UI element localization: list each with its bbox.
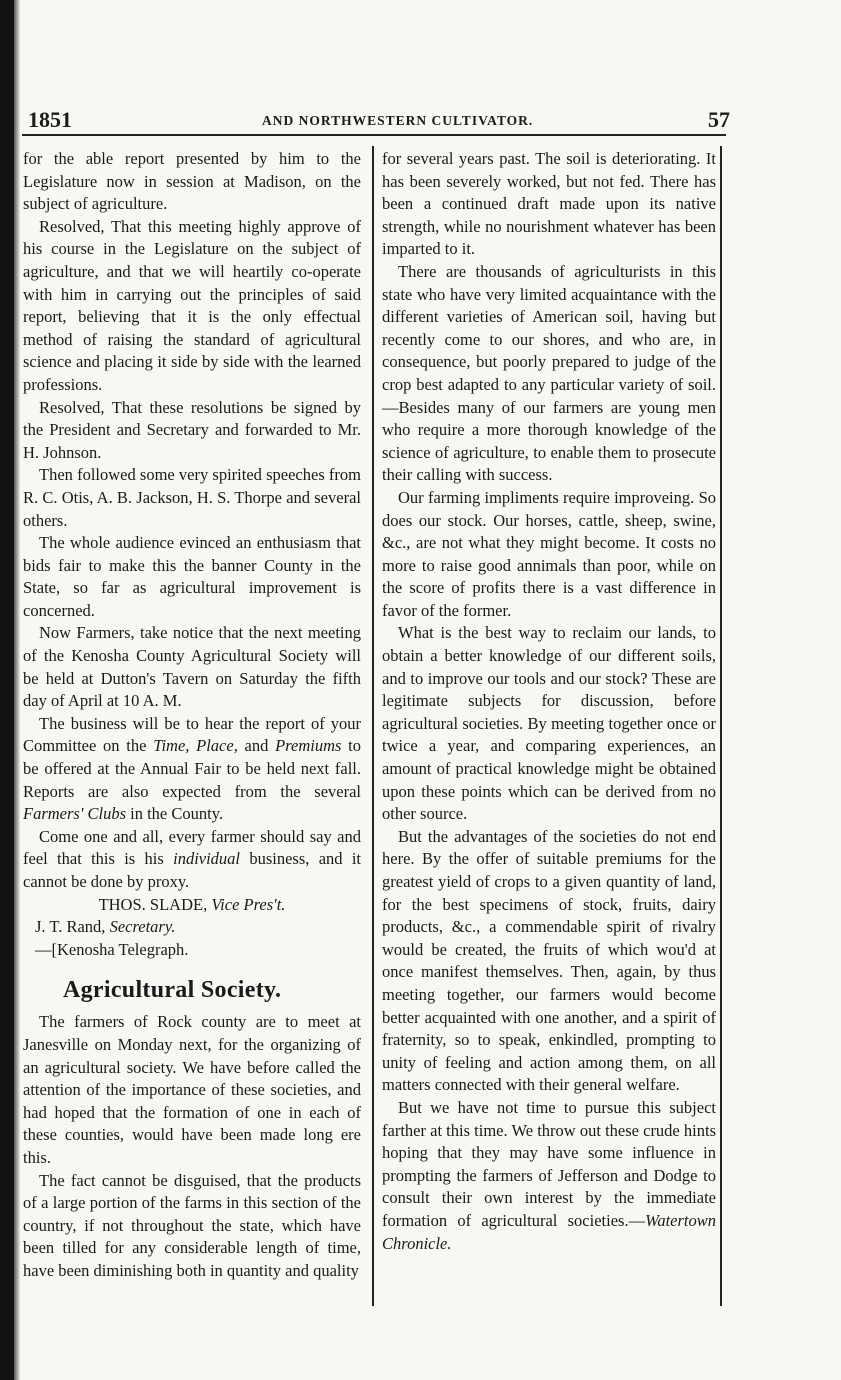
text-run: The business will be to hear the report of your Committee on the bbox=[23, 713, 361, 756]
signature-title: Secretary. bbox=[109, 917, 176, 937]
paragraph bbox=[382, 1097, 716, 1255]
article-heading: Agricultural Society. bbox=[63, 977, 282, 1004]
paragraph: Now Farmers, take notice that the next meeting of the Kenosha County Agricultural Society will be held at Dutton's Tavern on Saturday the fifth day of April at 10 A. M. bbox=[23, 623, 361, 711]
right-border-rule bbox=[720, 146, 722, 1306]
paragraph: Then followed some very spirited speeches from R. C. Otis, A. B. Jackson, H. S. Thorpe and several others. bbox=[23, 465, 361, 530]
left-column bbox=[23, 148, 361, 1283]
header-year: 1851 bbox=[28, 107, 72, 132]
book-gutter bbox=[0, 0, 14, 1380]
paragraph: But the advantages of the societies do not end here. By the offer of suitable premiums for the greatest yield of crops to a given quantity of land, for the best specimens of stock, fruits, dairy products, &c., a commendable spirit of rivalry would be created, the fruits of which wou'd at once manifest themselves. Then, again, by thus meeting together, our farmers would become better acquainted with one another, and a spirit of fraternity, so to speak, enkindled, prompting to unity of feeling and action among them, on all matters connected with their general welfare. bbox=[382, 826, 716, 1095]
paragraph: The fact cannot be disguised, that the products of a large portion of the farms in this section of the country, if not throughout the state, which have been tilled for any considerable length of time, have been diminishing both in quantity and quality bbox=[23, 1170, 361, 1280]
right-column bbox=[382, 148, 716, 1255]
header-rule bbox=[22, 134, 726, 136]
paragraph: Our farming impliments require improveing. So does our stock. Our horses, cattle, sheep, swine, &c., are not what they might become. It costs no more to raise good annimals than poor, while on the score of profits there is a vast difference in favor of the former. bbox=[382, 487, 716, 620]
page-number: 57 bbox=[708, 107, 730, 132]
text-run: business, and it cannot be done by proxy. bbox=[23, 849, 361, 891]
paragraph: Resolved, That this meeting highly approve of his course in the Legislature on the subject of agriculture, and that we will heartily co-operate with him in carrying out the principles of said report, believing that it is the only effectual method of raising the standard of agricultural science and placing it side by side with the learned professions. bbox=[23, 216, 361, 394]
paragraph: for several years past. The soil is deteriorating. It has been severely worked, but not fed. There has been a continued draft made upon its native strength, while no nourishment whatever has been imparted to it. bbox=[382, 149, 716, 259]
italic-text: Premiums bbox=[275, 736, 342, 756]
header-title: AND NORTHWESTERN CULTIVATOR. bbox=[262, 113, 534, 128]
text-run: in the County. bbox=[126, 804, 224, 824]
text-run: Come one and all, every farmer should say and feel that this is his bbox=[23, 826, 361, 869]
paragraph: Resolved, That these resolutions be signed by the President and Secretary and forwarded to Mr. H. Johnson. bbox=[23, 397, 361, 462]
signature-vice-president bbox=[23, 894, 361, 917]
signature-name: J. T. Rand, bbox=[35, 917, 110, 937]
text-run: and bbox=[237, 736, 276, 756]
italic-text: Farmers' Clubs bbox=[23, 804, 126, 824]
paragraph bbox=[23, 826, 361, 894]
source-credit: —[Kenosha Telegraph. bbox=[35, 939, 189, 959]
signature-title: Vice Pres't. bbox=[211, 894, 286, 914]
paragraph: The farmers of Rock county are to meet at Janesville on Monday next, for the organizing of an agricultural society. We have before called the attention of the importance of these societies, and had hoped that the formation of one in each of these counties, would have been made long ere this. bbox=[23, 1012, 361, 1167]
paragraph bbox=[23, 713, 361, 826]
paragraph: What is the best way to reclaim our lands, to obtain a better knowledge of our different soils, and to improve our tools and our stock? These are legitimate subjects for discussion, before agricultural societies. By meeting together once or twice a year, and comparing experiences, an amount of practical knowledge might be obtained upon these points which can be derived from no other source. bbox=[382, 623, 716, 824]
text-run: But we have not time to pursue this subject farther at this time. We throw out these crude hints hoping that they may have some influence in prompting the farmers of Jefferson and Dodge to consult their own interest by the immediate formation of agricultural societies.— bbox=[382, 1097, 716, 1230]
paragraph: for the able report presented by him to the Legislature now in session at Madison, on the subject of agriculture. bbox=[23, 149, 361, 214]
running-header bbox=[28, 103, 730, 133]
italic-text: individual bbox=[173, 849, 241, 869]
paragraph: The whole audience evinced an enthusiasm that bids fair to make this the banner County in the State, so far as agricultural improvement is concerned. bbox=[23, 533, 361, 620]
paragraph: There are thousands of agriculturists in this state who have very limited acquaintance with the different varieties of American soil, having but recently come to our shores, and who are, in consequence, but poorly prepared to judge of the crop best adapted to any particular variety of soil.—Besides many of our farmers are young men who require a more thorough knowledge of the science of agriculture, to enable them to prosecute their calling with success. bbox=[382, 261, 716, 485]
column-divider bbox=[372, 146, 374, 1306]
italic-text: Time, Place, bbox=[153, 736, 238, 756]
source-credit: Watertown Chronicle. bbox=[382, 1210, 716, 1253]
signature-secretary bbox=[23, 916, 361, 939]
gutter-shadow bbox=[14, 0, 20, 1380]
text-run: to be offered at the Annual Fair to be held next fall. Reports are also expected from the several bbox=[23, 736, 362, 801]
signature-name: THOS. SLADE, bbox=[98, 894, 212, 914]
